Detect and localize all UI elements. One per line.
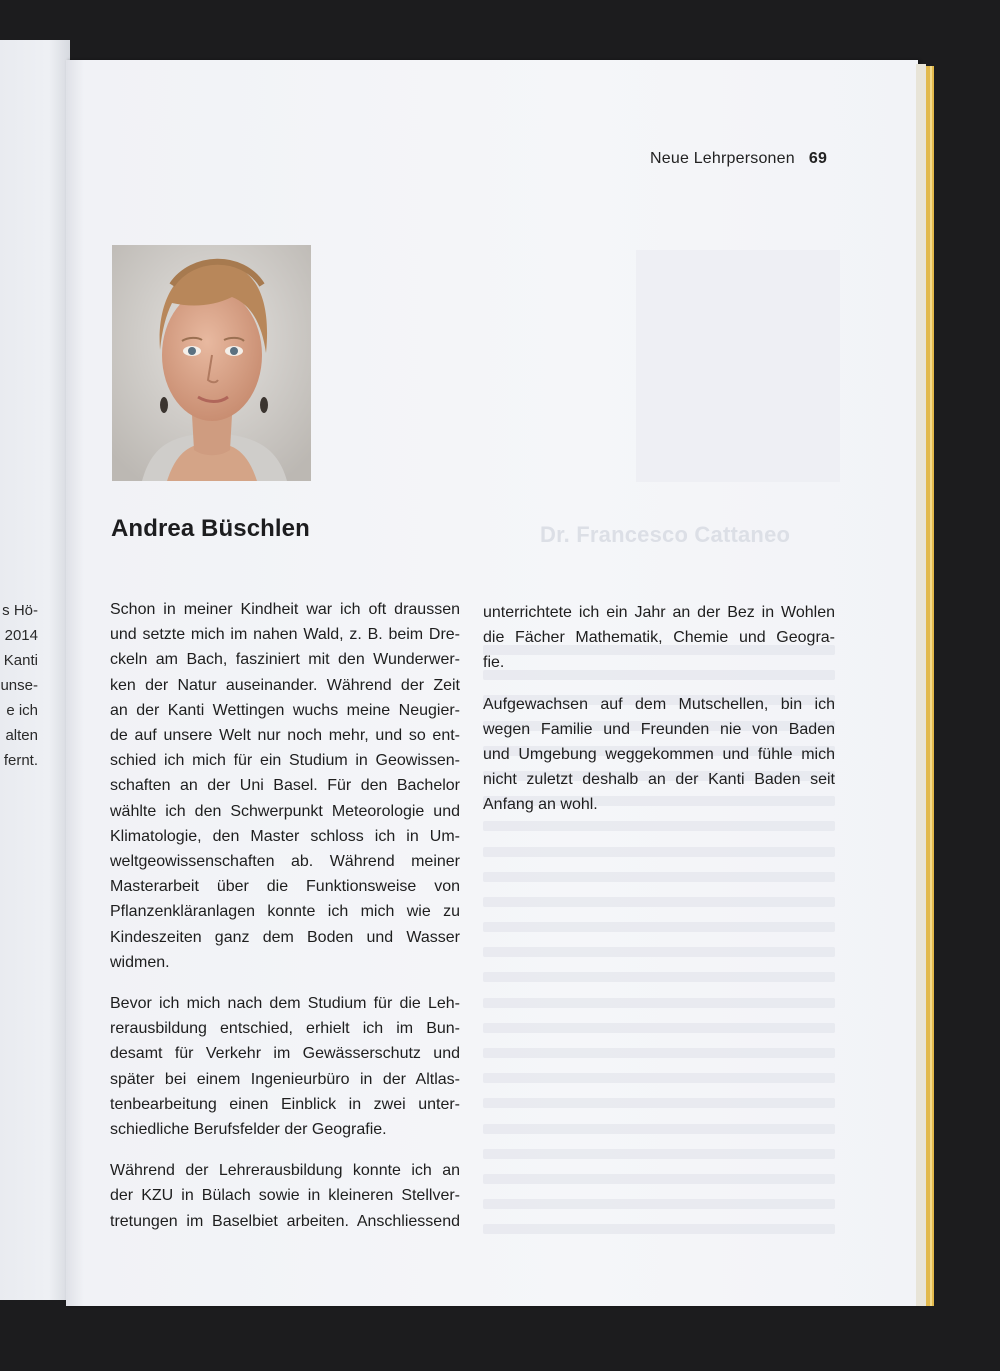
portrait-photo (112, 245, 311, 481)
paragraph (483, 692, 835, 818)
text-line: desamt für Verkehr im Gewässerschutz und (110, 1045, 460, 1063)
show-through-heading: Dr. Francesco Cattaneo (540, 522, 791, 547)
text-line: tenbearbeitung einen Einblick in zwei unter- (110, 1095, 460, 1113)
text-line: rerausbildung entschied, erhielt ich im Bun- (110, 1020, 460, 1038)
text-line: ken der Natur auseinander. Während der Zeit (110, 676, 460, 694)
text-line: Masterarbeit über die Funktionsweise von (110, 878, 460, 896)
page-stack-edge (916, 64, 926, 1306)
text-line: Während der Lehrerausbildung konnte ich an (110, 1162, 460, 1180)
text-line: unterrichtete ich ein Jahr an der Bez in Wohlen (483, 604, 835, 621)
text-line: später bei einem Ingenieurbüro in der Altlas- (110, 1070, 460, 1088)
facing-page-text: alten (5, 727, 38, 744)
text-column-right (483, 600, 835, 834)
facing-page-text: e ich (6, 702, 38, 719)
facing-page-text: s Hö- (2, 602, 38, 619)
paragraph (110, 991, 460, 1142)
page-number: 69 (808, 150, 828, 167)
facing-page-text: 2014 (4, 627, 38, 644)
facing-page-edge (0, 40, 70, 1300)
text-line: und setzte mich im nahen Wald, z. B. beim Dre- (110, 626, 460, 644)
portrait-illustration (112, 245, 311, 481)
text-line: widmen. (110, 953, 170, 971)
text-line: nicht zuletzt deshalb an der Kanti Baden seit (483, 771, 835, 789)
paragraph (483, 600, 835, 676)
text-line: schaften an der Uni Basel. Für den Bachelor (110, 777, 460, 795)
text-line: Bevor ich mich nach dem Studium für die Leh- (110, 995, 460, 1013)
paragraph (110, 1158, 460, 1234)
text-line: Anfang an wohl. (483, 796, 598, 814)
text-line: Klimatologie, den Master schloss ich in Um- (110, 827, 460, 845)
text-line: wegen Familie und Freunden nie von Baden (483, 720, 835, 738)
facing-page-text: fernt. (3, 752, 38, 769)
paragraph (110, 597, 460, 975)
text-line: fie. (483, 654, 505, 672)
show-through-photo (636, 250, 840, 482)
text-line: der KZU in Bülach sowie in kleineren Stellver- (110, 1187, 460, 1205)
text-line: schied ich mich für ein Studium in Geowissen- (110, 752, 460, 770)
text-line: de auf unsere Welt nur noch mehr, und so ent- (110, 727, 460, 745)
book-cover-highlight (930, 66, 932, 1306)
facing-page-text: unse- (0, 677, 38, 694)
text-line: tretungen im Baselbiet arbeiten. Anschliessend (110, 1212, 460, 1230)
section-title: Neue Lehrpersonen (650, 150, 795, 167)
person-name: Andrea Büschlen (111, 515, 310, 542)
text-column-left (110, 597, 460, 1250)
running-header (650, 150, 827, 168)
text-line: Pflanzenkläranlagen konnte ich mich wie zu (110, 903, 460, 921)
text-line: ckeln am Bach, fasziniert mit den Wunderwer- (110, 651, 460, 669)
text-line: und Umgebung weggekommen und fühle mich (483, 746, 835, 764)
text-line: schiedliche Berufsfelder der Geografie. (110, 1121, 387, 1139)
text-line: wählte ich den Schwerpunkt Meteorologie und (110, 802, 460, 820)
text-line: an der Kanti Wettingen wuchs meine Neugier- (110, 701, 460, 719)
text-line: Aufgewachsen auf dem Mutschellen, bin ich (483, 695, 835, 713)
text-line: Kindeszeiten ganz dem Boden und Wasser (110, 928, 460, 946)
text-line: die Fächer Mathematik, Chemie und Geogra- (483, 629, 835, 647)
text-line: Schon in meiner Kindheit war ich oft draussen (110, 601, 460, 618)
text-line: weltgeowissenschaften ab. Während meiner (110, 853, 460, 871)
facing-page-text: Kanti (3, 652, 38, 669)
